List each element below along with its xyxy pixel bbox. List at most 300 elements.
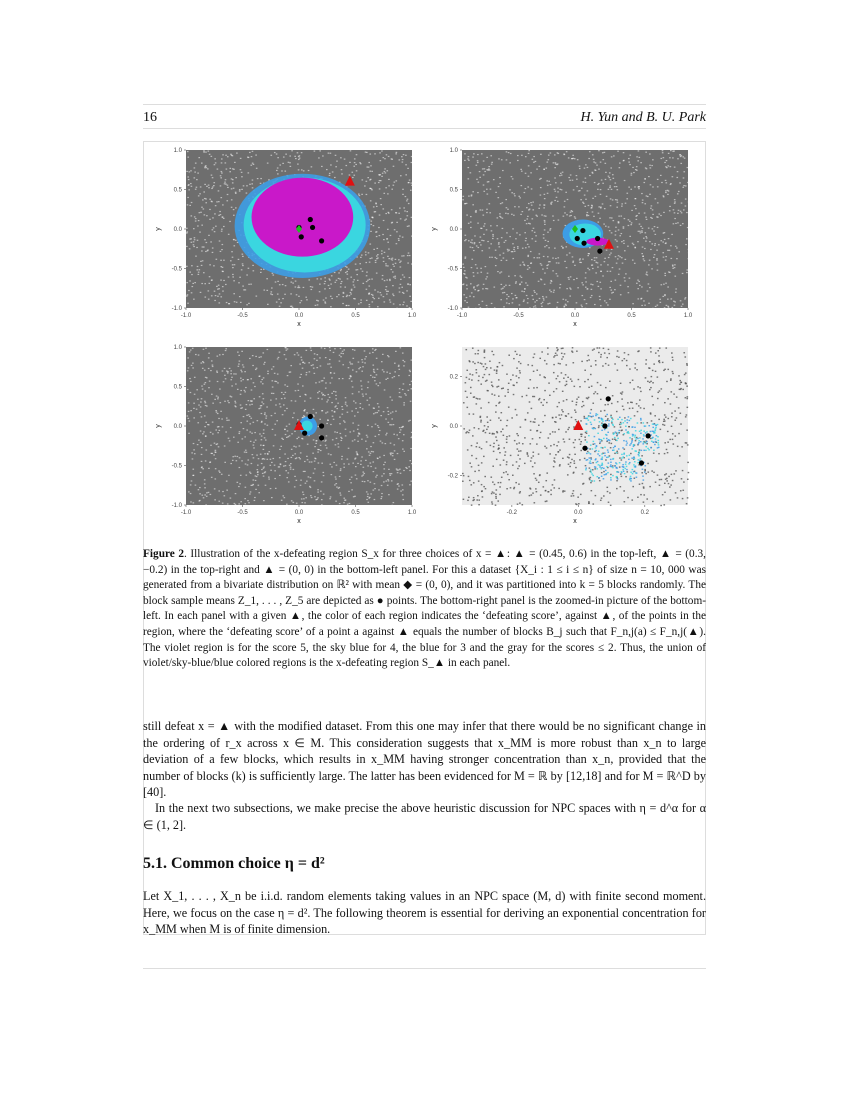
scatter-point [568, 413, 570, 414]
scatter-point [324, 348, 326, 349]
scatter-point [634, 205, 636, 206]
scatter-point [293, 446, 295, 447]
scatter-point [387, 485, 389, 486]
scatter-point [346, 305, 348, 306]
scatter-point [468, 307, 470, 308]
scatter-point [377, 425, 379, 426]
scatter-point [667, 250, 669, 251]
scatter-point [299, 396, 301, 397]
region-point [616, 452, 618, 453]
scatter-point [319, 291, 321, 292]
scatter-point [462, 196, 464, 197]
region-point [629, 455, 631, 456]
scatter-point [205, 382, 207, 383]
scatter-point [539, 253, 541, 254]
scatter-point [281, 398, 283, 399]
scatter-point [483, 366, 485, 367]
scatter-point [570, 215, 572, 216]
scatter-point [665, 166, 667, 167]
scatter-point [528, 246, 530, 247]
scatter-point [680, 211, 682, 212]
scatter-point [499, 464, 501, 465]
scatter-point [322, 410, 324, 411]
scatter-point [381, 176, 383, 177]
scatter-point [528, 150, 530, 151]
scatter-point [483, 456, 485, 457]
scatter-point [463, 402, 465, 403]
region-point [592, 415, 594, 416]
scatter-point [585, 281, 587, 282]
scatter-point [468, 476, 470, 477]
scatter-point [216, 259, 218, 260]
scatter-point [485, 288, 487, 289]
scatter-point [595, 272, 597, 273]
scatter-point [484, 349, 486, 350]
scatter-point [467, 449, 469, 450]
scatter-point [480, 421, 482, 422]
scatter-point [240, 408, 242, 409]
scatter-point [410, 301, 412, 302]
scatter-point [636, 219, 638, 220]
scatter-point [472, 242, 474, 243]
scatter-point [391, 418, 393, 419]
scatter-point [241, 176, 243, 177]
scatter-point [621, 241, 623, 242]
scatter-point [526, 452, 528, 453]
scatter-point [402, 189, 404, 190]
scatter-point [309, 486, 311, 487]
scatter-point [378, 298, 380, 299]
scatter-point [674, 212, 676, 213]
scatter-point [336, 486, 338, 487]
scatter-point [492, 386, 494, 387]
scatter-point [360, 464, 362, 465]
scatter-point [665, 347, 667, 348]
scatter-point [585, 178, 587, 179]
scatter-point [617, 350, 619, 351]
scatter-point [363, 467, 365, 468]
scatter-point [632, 408, 634, 409]
scatter-point [334, 272, 336, 273]
scatter-point [587, 355, 589, 356]
scatter-point [496, 440, 498, 441]
scatter-point [512, 302, 514, 303]
scatter-point [198, 274, 200, 275]
scatter-point [397, 472, 399, 473]
scatter-point [371, 189, 373, 190]
scatter-point [320, 445, 322, 446]
scatter-point [624, 280, 626, 281]
scatter-point [198, 440, 200, 441]
scatter-point [191, 202, 193, 203]
scatter-point [394, 278, 396, 279]
scatter-point [313, 409, 315, 410]
scatter-point [575, 467, 577, 468]
scatter-point [245, 409, 247, 410]
scatter-point [687, 444, 689, 445]
scatter-point [292, 502, 294, 503]
scatter-point [595, 495, 597, 496]
scatter-point [562, 490, 564, 491]
scatter-point [244, 436, 246, 437]
scatter-point [559, 175, 561, 176]
scatter-point [501, 388, 503, 389]
scatter-point [477, 495, 479, 496]
scatter-point [603, 223, 605, 224]
x-tick-label: 0.0 [574, 510, 583, 516]
scatter-point [341, 458, 343, 459]
scatter-point [574, 439, 576, 440]
scatter-point [596, 165, 598, 166]
scatter-point [215, 410, 217, 411]
scatter-point [566, 151, 568, 152]
scatter-point [233, 437, 235, 438]
scatter-point [553, 460, 555, 461]
scatter-point [343, 420, 345, 421]
scatter-point [373, 369, 375, 370]
scatter-point [388, 258, 390, 259]
scatter-point [556, 355, 558, 356]
scatter-point [377, 254, 379, 255]
scatter-point [584, 436, 586, 437]
scatter-point [535, 241, 537, 242]
scatter-point [492, 491, 494, 492]
scatter-point [548, 382, 550, 383]
scatter-point [244, 390, 246, 391]
scatter-point [575, 503, 577, 504]
scatter-point [306, 350, 308, 351]
scatter-point [375, 232, 377, 233]
scatter-point [290, 467, 292, 468]
scatter-point [476, 446, 478, 447]
scatter-point [477, 192, 479, 193]
scatter-point [544, 273, 546, 274]
scatter-point [661, 284, 663, 285]
scatter-point [364, 358, 366, 359]
scatter-point [618, 216, 620, 217]
scatter-point [507, 213, 509, 214]
scatter-point [648, 264, 650, 265]
scatter-point [244, 503, 246, 504]
scatter-point [497, 271, 499, 272]
scatter-point [408, 420, 410, 421]
scatter-point [674, 167, 676, 168]
scatter-point [585, 199, 587, 200]
scatter-point [399, 396, 401, 397]
scatter-point [354, 158, 356, 159]
scatter-point [200, 186, 202, 187]
scatter-point [308, 279, 310, 280]
scatter-point [565, 225, 567, 226]
scatter-point [246, 404, 248, 405]
scatter-point [477, 362, 479, 363]
scatter-point [589, 175, 591, 176]
scatter-point [346, 295, 348, 296]
scatter-point [240, 394, 242, 395]
scatter-point [378, 427, 380, 428]
scatter-point [196, 187, 198, 188]
scatter-point [518, 196, 520, 197]
scatter-point [358, 425, 360, 426]
scatter-point [625, 273, 627, 274]
scatter-point [380, 160, 382, 161]
scatter-point [390, 454, 392, 455]
scatter-point [385, 379, 387, 380]
scatter-point [636, 170, 638, 171]
scatter-point [298, 354, 300, 355]
block-mean-point [582, 446, 587, 451]
scatter-point [291, 500, 293, 501]
scatter-point [210, 370, 212, 371]
scatter-point [645, 359, 647, 360]
scatter-point [575, 412, 577, 413]
scatter-point [620, 422, 622, 423]
region-point [594, 428, 596, 429]
scatter-point [667, 165, 669, 166]
scatter-point [206, 377, 208, 378]
scatter-point [492, 481, 494, 482]
scatter-point [199, 487, 201, 488]
scatter-point [618, 274, 620, 275]
block-mean-point [639, 460, 644, 465]
scatter-point [647, 463, 649, 464]
scatter-point [685, 244, 687, 245]
scatter-point [490, 243, 492, 244]
scatter-point [343, 463, 345, 464]
scatter-point [261, 439, 263, 440]
scatter-point [638, 150, 640, 151]
scatter-point [535, 235, 537, 236]
scatter-point [270, 155, 272, 156]
scatter-point [615, 182, 617, 183]
scatter-point [220, 251, 222, 252]
scatter-point [370, 493, 372, 494]
scatter-point [278, 357, 280, 358]
scatter-point [557, 302, 559, 303]
scatter-point [685, 198, 687, 199]
scatter-point [393, 502, 395, 503]
region-point [631, 426, 633, 427]
scatter-point [660, 388, 662, 389]
scatter-point [562, 458, 564, 459]
scatter-point [376, 273, 378, 274]
scatter-point [664, 483, 666, 484]
scatter-point [326, 401, 328, 402]
scatter-point [583, 405, 585, 406]
scatter-point [286, 408, 288, 409]
scatter-point [556, 445, 558, 446]
scatter-point [405, 394, 407, 395]
scatter-point [550, 204, 552, 205]
scatter-point [486, 367, 488, 368]
scatter-point [639, 387, 641, 388]
scatter-point [600, 162, 602, 163]
scatter-point [559, 465, 561, 466]
y-tick-label: -1.0 [447, 306, 458, 312]
scatter-point [387, 265, 389, 266]
scatter-point [249, 184, 251, 185]
scatter-point [347, 459, 349, 460]
scatter-point [550, 228, 552, 229]
scatter-point [496, 459, 498, 460]
scatter-point [373, 413, 375, 414]
scatter-point [195, 220, 197, 221]
scatter-point [587, 379, 589, 380]
block-mean-point [646, 433, 651, 438]
scatter-point [559, 363, 561, 364]
scatter-point [318, 462, 320, 463]
scatter-point [628, 187, 630, 188]
scatter-point [533, 257, 535, 258]
scatter-point [239, 277, 241, 278]
scatter-point [405, 174, 407, 175]
scatter-point [530, 429, 532, 430]
scatter-point [528, 209, 530, 210]
scatter-point [362, 393, 364, 394]
scatter-point [611, 232, 613, 233]
scatter-point [663, 212, 665, 213]
scatter-point [558, 363, 560, 364]
scatter-point [568, 464, 570, 465]
scatter-point [265, 485, 267, 486]
scatter-point [618, 255, 620, 256]
scatter-point [467, 500, 469, 501]
region-point [612, 467, 614, 468]
scatter-point [657, 179, 659, 180]
scatter-point [289, 435, 291, 436]
scatter-point [225, 155, 227, 156]
scatter-point [598, 286, 600, 287]
scatter-point [384, 158, 386, 159]
scatter-point [203, 272, 205, 273]
scatter-point [403, 402, 405, 403]
scatter-point [411, 436, 413, 437]
scatter-point [303, 170, 305, 171]
scatter-point [657, 186, 659, 187]
scatter-point [593, 159, 595, 160]
scatter-point [202, 260, 204, 261]
scatter-point [283, 394, 285, 395]
scatter-point [507, 249, 509, 250]
scatter-point [493, 433, 495, 434]
scatter-point [299, 377, 301, 378]
scatter-point [373, 206, 375, 207]
scatter-point [582, 483, 584, 484]
scatter-point [473, 276, 475, 277]
scatter-point [619, 235, 621, 236]
scatter-point [337, 443, 339, 444]
scatter-point [223, 260, 225, 261]
scatter-point [663, 196, 665, 197]
scatter-point [396, 212, 398, 213]
scatter-point [295, 401, 297, 402]
scatter-point [622, 406, 624, 407]
scatter-point [381, 496, 383, 497]
scatter-point [253, 270, 255, 271]
scatter-point [559, 418, 561, 419]
scatter-point [200, 212, 202, 213]
scatter-point [618, 221, 620, 222]
scatter-point [475, 210, 477, 211]
scatter-point [576, 402, 578, 403]
scatter-point [330, 454, 332, 455]
region-point [594, 419, 596, 420]
region-point [602, 420, 604, 421]
scatter-point [381, 253, 383, 254]
scatter-point [576, 175, 578, 176]
region-point [602, 464, 604, 465]
scatter-point [687, 462, 689, 463]
scatter-point [556, 347, 558, 348]
scatter-point [681, 212, 683, 213]
scatter-point [329, 279, 331, 280]
scatter-point [372, 461, 374, 462]
scatter-point [567, 377, 569, 378]
scatter-point [192, 367, 194, 368]
scatter-point [338, 487, 340, 488]
scatter-point [529, 307, 531, 308]
region-point [654, 444, 656, 445]
scatter-point [479, 177, 481, 178]
region-point [595, 467, 597, 468]
scatter-point [612, 267, 614, 268]
scatter-point [251, 400, 253, 401]
scatter-point [610, 281, 612, 282]
scatter-point [684, 374, 686, 375]
scatter-point [224, 495, 226, 496]
scatter-point [675, 246, 677, 247]
scatter-point [536, 491, 538, 492]
scatter-point [527, 216, 529, 217]
scatter-point [678, 210, 680, 211]
scatter-point [609, 492, 611, 493]
scatter-point [208, 235, 210, 236]
scatter-point [594, 304, 596, 305]
scatter-point [368, 451, 370, 452]
scatter-point [646, 422, 648, 423]
scatter-point [330, 496, 332, 497]
scatter-point [335, 501, 337, 502]
scatter-point [214, 164, 216, 165]
scatter-point [570, 212, 572, 213]
scatter-point [651, 205, 653, 206]
scatter-point [609, 254, 611, 255]
scatter-point [649, 260, 651, 261]
scatter-point [588, 253, 590, 254]
scatter-point [546, 296, 548, 297]
scatter-point [486, 305, 488, 306]
scatter-point [274, 413, 276, 414]
scatter-point [220, 411, 222, 412]
scatter-point [387, 291, 389, 292]
scatter-point [673, 209, 675, 210]
scatter-point [525, 188, 527, 189]
scatter-point [324, 281, 326, 282]
scatter-point [494, 484, 496, 485]
region-point [606, 434, 608, 435]
scatter-point [393, 444, 395, 445]
region-point [632, 434, 634, 435]
scatter-point [535, 161, 537, 162]
scatter-point [194, 216, 196, 217]
scatter-point [313, 473, 315, 474]
scatter-point [354, 287, 356, 288]
scatter-point [682, 470, 684, 471]
scatter-point [224, 462, 226, 463]
region-point [610, 479, 612, 480]
scatter-point [573, 442, 575, 443]
scatter-point [235, 402, 237, 403]
